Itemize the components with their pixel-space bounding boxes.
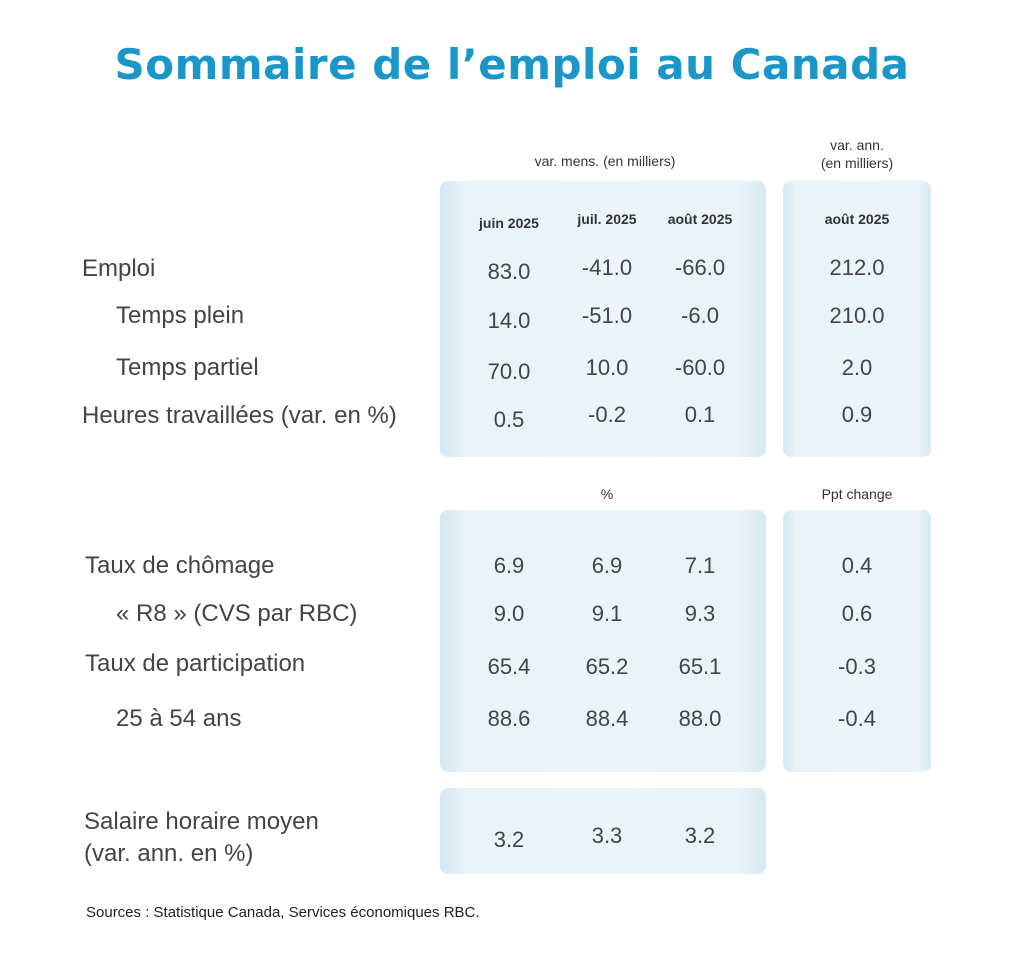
cell-value: 7.1: [684, 553, 716, 578]
cell-value: 6.9: [591, 553, 623, 578]
cell-value: 10.0: [585, 355, 629, 380]
column-header-jul: juil. 2025: [577, 211, 637, 227]
cell-value: -0.2: [588, 402, 626, 427]
row-label-taux-participation: Taux de participation: [85, 650, 306, 677]
row-label-r8: « R8 » (CVS par RBC): [116, 600, 358, 627]
cell-value: -6.0: [681, 303, 719, 328]
row-label-temps-plein: Temps plein: [116, 302, 245, 329]
cell-value: -60.0: [674, 355, 726, 380]
column-header-aug: août 2025: [667, 211, 733, 227]
cell-value: 65.2: [585, 654, 629, 679]
header-annual-change-line2: (en milliers): [820, 155, 894, 171]
cell-value: -0.4: [838, 706, 876, 731]
row-label-taux-chomage: Taux de chômage: [85, 552, 275, 579]
cell-value: 9.3: [684, 601, 716, 626]
page-title: Sommaire de l’emploi au Canada: [114, 40, 910, 89]
cell-value: 88.4: [585, 706, 629, 731]
row-label-25-54-ans: 25 à 54 ans: [116, 705, 242, 732]
row-label-salaire-horaire: Salaire horaire moyen: [84, 808, 319, 835]
header-annual-change-line1: var. ann.: [830, 137, 884, 153]
cell-value: 2.0: [841, 355, 873, 380]
cell-value: 6.9: [493, 553, 525, 578]
cell-value: 9.1: [591, 601, 623, 626]
cell-value: 9.0: [493, 601, 525, 626]
cell-value: -41.0: [581, 255, 633, 280]
cell-value: 88.6: [487, 706, 531, 731]
cell-value: 65.1: [678, 654, 722, 679]
cell-value: 83.0: [487, 259, 531, 284]
source-note: Sources : Statistique Canada, Services économiques RBC.: [86, 904, 480, 921]
column-header-aug-annual: août 2025: [824, 211, 890, 227]
header-monthly-change: var. mens. (en milliers): [534, 153, 676, 169]
cell-value: 0.6: [841, 601, 873, 626]
cell-value: 3.2: [493, 827, 525, 852]
cell-value: 0.5: [493, 407, 525, 432]
cell-value: -0.3: [838, 654, 876, 679]
cell-value: 3.2: [684, 823, 716, 848]
cell-value: -51.0: [581, 303, 633, 328]
column-header-jun: juin 2025: [479, 215, 539, 231]
cell-value: 14.0: [487, 308, 531, 333]
row-label-heures-travaillees: Heures travaillées (var. en %): [82, 402, 397, 429]
row-label-temps-partiel: Temps partiel: [116, 354, 259, 381]
cell-value: -66.0: [674, 255, 726, 280]
cell-value: 212.0: [829, 255, 885, 280]
header-percent: %: [600, 486, 614, 502]
cell-value: 88.0: [678, 706, 722, 731]
cell-value: 0.1: [684, 402, 716, 427]
cell-value: 0.4: [841, 553, 873, 578]
cell-value: 70.0: [487, 359, 531, 384]
cell-value: 0.9: [841, 402, 873, 427]
row-label-salaire-unit: (var. ann. en %): [84, 840, 254, 867]
header-ppt-change: Ppt change: [821, 486, 893, 502]
row-label-emploi: Emploi: [82, 255, 156, 282]
cell-value: 65.4: [487, 654, 531, 679]
cell-value: 3.3: [591, 823, 623, 848]
cell-value: 210.0: [829, 303, 885, 328]
